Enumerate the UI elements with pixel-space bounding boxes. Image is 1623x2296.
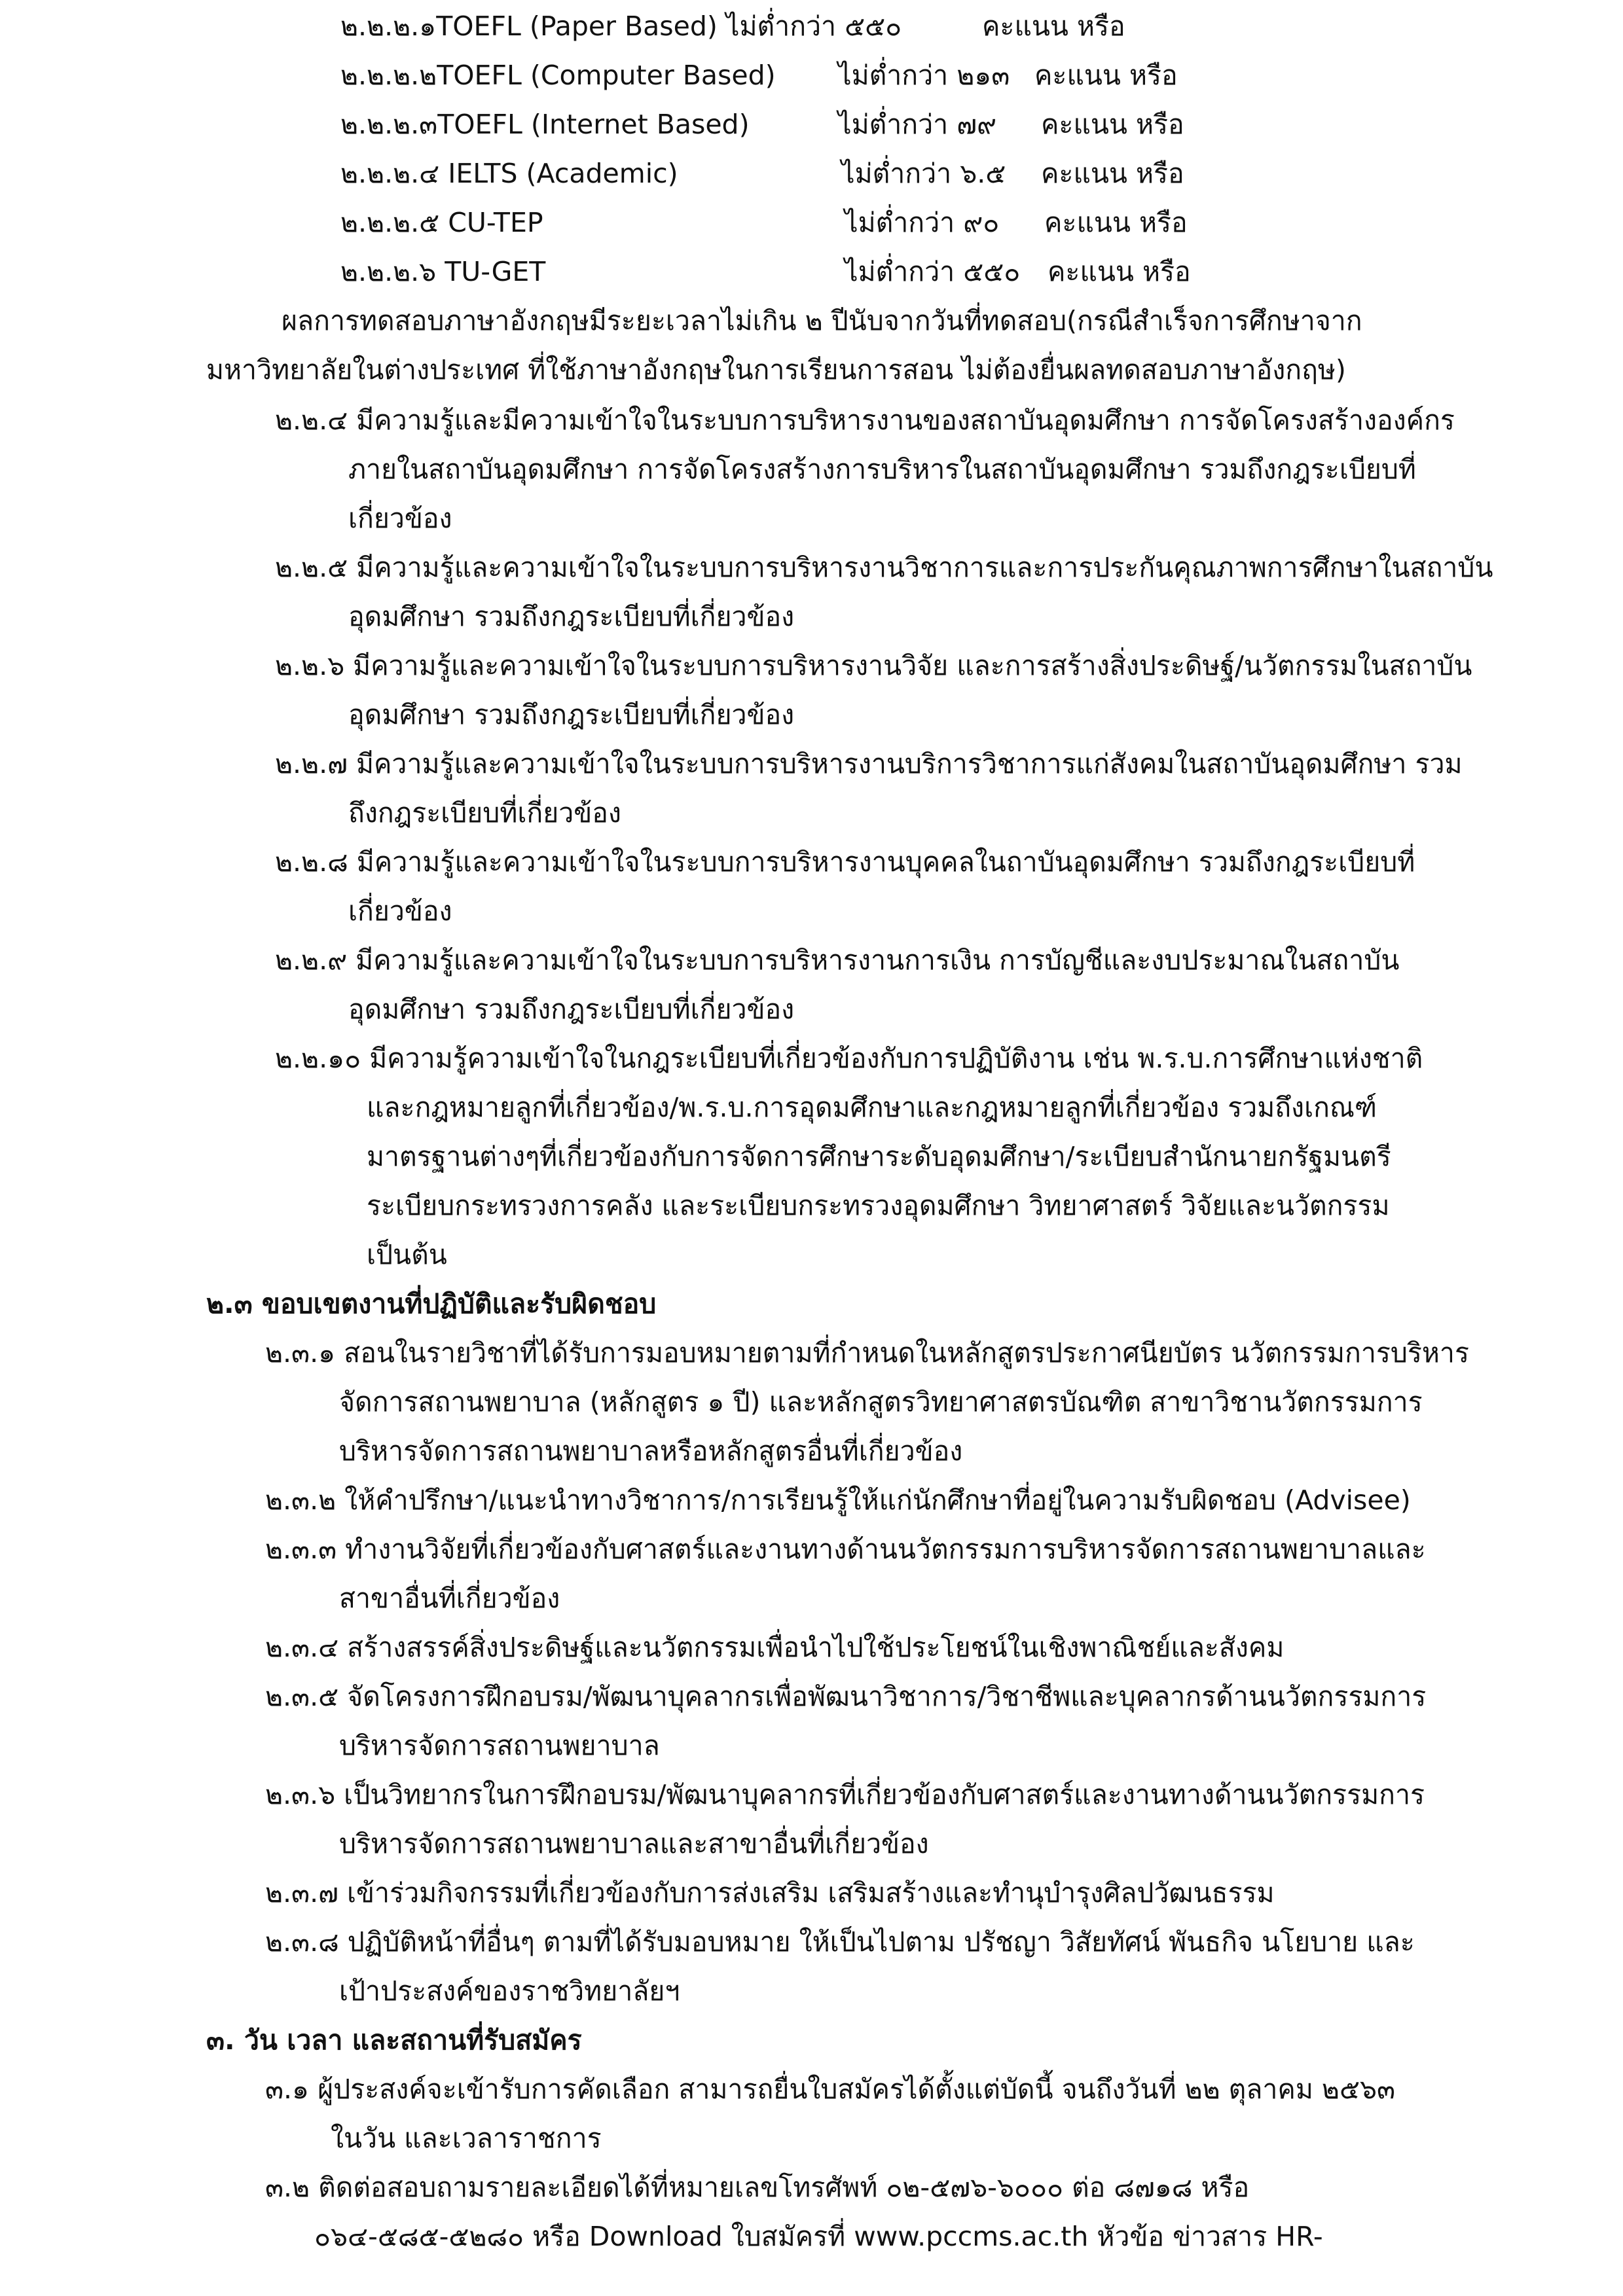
duty-line: จัดการสถานพยาบาล (หลักสูตร ๑ ปี) และหลักสูตรวิทยาศาสตรบัณฑิต สาขาวิชานวัตกรรมการ [339,1386,1423,1418]
section-heading: ๒.๓ ขอบเขตงานที่ปฏิบัติและรับผิดชอบ [206,1288,657,1319]
qualification-line: และกฎหมายลูกที่เกี่ยวข้อง/พ.ร.บ.การอุดมศึกษาและกฎหมายลูกที่เกี่ยวข้อง รวมถึงเกณฑ์ [367,1092,1377,1123]
qualification-line: เป็นต้น [367,1239,447,1270]
qualification-line: เกี่ยวข้อง [348,895,452,927]
duty-line: บริหารจัดการสถานพยาบาล [339,1730,660,1761]
test-unit: คะแนน หรือ [1044,207,1188,238]
test-min: ไม่ต่ำกว่า ๖.๕ [841,158,1006,189]
test-name: ๒.๒.๒.๕ CU-TEP [340,207,543,238]
qualification-line: ภายในสถาบันอุดมศึกษา การจัดโครงสร้างการบริหารในสถาบันอุดมศึกษา รวมถึงกฎระเบียบที่ [348,454,1416,485]
qualification-line: อุดมศึกษา รวมถึงกฎระเบียบที่เกี่ยวข้อง [348,699,795,730]
duty-line: ๒.๓.๔ สร้างสรรค์สิ่งประดิษฐ์และนวัตกรรมเพื่อนำไปใช้ประโยชน์ในเชิงพาณิชย์และสังคม [265,1632,1285,1663]
duty-line: ๒.๓.๕ จัดโครงการฝึกอบรม/พัฒนาบุคลากรเพื่อพัฒนาวิชาการ/วิชาชีพและบุคลากรด้านนวัตกรรมการ [265,1681,1427,1712]
duty-line: ๒.๓.๒ ให้คำปรึกษา/แนะนำทางวิชาการ/การเรียนรู้ให้แก่นักศึกษาที่อยู่ในความรับผิดชอบ (Advisee) [265,1484,1411,1516]
duty-line: เป้าประสงค์ของราชวิทยาลัยฯ [339,1975,680,2007]
test-min: ไม่ต่ำกว่า ๕๕๐ [845,256,1021,287]
application-line: ในวัน และเวลาราชการ [331,2123,602,2154]
test-unit: คะแนน หรือ [1041,158,1184,189]
test-min: ไม่ต่ำกว่า ๙๐ [845,207,1000,238]
application-line: ๐๖๔-๕๘๕-๕๒๘๐ หรือ Download ใบสมัครที่ www.pccms.ac.th หัวข้อ ข่าวสาร HR- [314,2221,1323,2252]
duty-line: ๒.๓.๖ เป็นวิทยากรในการฝึกอบรม/พัฒนาบุคลากรที่เกี่ยวข้องกับศาสตร์และงานทางด้านนวัตกรรมการ [265,1779,1425,1810]
test-unit: คะแนน หรือ [1041,109,1184,140]
english-note-line: ผลการทดสอบภาษาอังกฤษมีระยะเวลาไม่เกิน ๒ ปีนับจากวันที่ทดสอบ(กรณีสำเร็จการศึกษาจาก [282,305,1362,336]
duty-line: บริหารจัดการสถานพยาบาลหรือหลักสูตรอื่นที่เกี่ยวข้อง [339,1435,963,1467]
qualification-line: ระเบียบกระทรวงการคลัง และระเบียบกระทรวงอุดมศึกษา วิทยาศาสตร์ วิจัยและนวัตกรรม [367,1190,1390,1221]
application-line: ๓.๒ ติดต่อสอบถามรายละเอียดได้ที่หมายเลขโทรศัพท์ ๐๒-๕๗๖-๖๐๐๐ ต่อ ๘๗๑๘ หรือ [265,2172,1250,2203]
qualification-line: อุดมศึกษา รวมถึงกฎระเบียบที่เกี่ยวข้อง [348,601,795,632]
application-line: ๓.๑ ผู้ประสงค์จะเข้ารับการคัดเลือก สามารถยื่นใบสมัครได้ตั้งแต่บัดนี้ จนถึงวันที่ ๒๒ ตุลาคม ๒๕๖๓ [265,2073,1396,2105]
qualification-line: ๒.๒.๙ มีความรู้และความเข้าใจในระบบการบริหารงานการเงิน การบัญชีและงบประมาณในสถาบัน [275,944,1400,976]
test-name: ๒.๒.๒.๖ TU-GET [340,256,546,287]
duty-line: ๒.๓.๓ ทำงานวิจัยที่เกี่ยวข้องกับศาสตร์และงานทางด้านนวัตกรรมการบริหารจัดการสถานพยาบาลและ [265,1534,1426,1565]
qualification-line: มาตรฐานต่างๆที่เกี่ยวข้องกับการจัดการศึกษาระดับอุดมศึกษา/ระเบียบสำนักนายกรัฐมนตรี [367,1141,1391,1172]
test-unit: คะแนน หรือ [1034,60,1178,91]
qualification-line: ๒.๒.๑๐ มีความรู้ความเข้าใจในกฎระเบียบที่เกี่ยวข้องกับการปฏิบัติงาน เช่น พ.ร.บ.การศึกษาแห่งชาติ [275,1043,1423,1074]
test-name: ๒.๒.๒.๓TOEFL (Internet Based) [340,109,750,140]
duty-line: ๒.๓.๗ เข้าร่วมกิจกรรมที่เกี่ยวข้องกับการส่งเสริม เสริมสร้างและทำนุบำรุงศิลปวัฒนธรรม [265,1877,1275,1909]
test-unit: คะแนน หรือ [1048,256,1191,287]
qualification-line: ๒.๒.๖ มีความรู้และความเข้าใจในระบบการบริหารงานวิจัย และการสร้างสิ่งประดิษฐ์/นวัตกรรมในสถาบัน [275,650,1472,681]
qualification-line: ๒.๒.๔ มีความรู้และมีความเข้าใจในระบบการบริหารงานของสถาบันอุดมศึกษา การจัดโครงสร้างองค์กร [275,404,1455,436]
test-name: ๒.๒.๒.๑TOEFL (Paper Based) ไม่ต่ำกว่า ๕๕๐ [340,10,902,42]
english-note-line: มหาวิทยาลัยในต่างประเทศ ที่ใช้ภาษาอังกฤษในการเรียนการสอน ไม่ต้องยื่นผลทดสอบภาษาอังกฤษ) [206,354,1346,386]
qualification-line: อุดมศึกษา รวมถึงกฎระเบียบที่เกี่ยวข้อง [348,994,795,1025]
test-name: ๒.๒.๒.๒TOEFL (Computer Based) [340,60,776,91]
qualification-line: ถึงกฎระเบียบที่เกี่ยวข้อง [348,797,621,829]
qualification-line: ๒.๒.๘ มีความรู้และความเข้าใจในระบบการบริหารงานบุคคลในถาบันอุดมศึกษา รวมถึงกฎระเบียบที่ [275,846,1415,878]
qualification-line: เกี่ยวข้อง [348,503,452,534]
test-unit: คะแนน หรือ [982,10,1125,42]
section-heading: ๓. วัน เวลา และสถานที่รับสมัคร [206,2024,582,2056]
duty-line: บริหารจัดการสถานพยาบาลและสาขาอื่นที่เกี่ยวข้อง [339,1828,929,1859]
duty-line: สาขาอื่นที่เกี่ยวข้อง [339,1583,560,1614]
test-min: ไม่ต่ำกว่า ๒๑๓ [838,60,1010,91]
qualification-line: ๒.๒.๕ มีความรู้และความเข้าใจในระบบการบริหารงานวิชาการและการประกันคุณภาพการศึกษาในสถาบัน [275,552,1493,583]
test-min: ไม่ต่ำกว่า ๗๙ [838,109,997,140]
duty-line: ๒.๓.๘ ปฏิบัติหน้าที่อื่นๆ ตามที่ได้รับมอบหมาย ให้เป็นไปตาม ปรัชญา วิสัยทัศน์ พันธกิจ นโยบาย และ [265,1926,1415,1958]
test-name: ๒.๒.๒.๔ IELTS (Academic) [340,158,678,189]
duty-line: ๒.๓.๑ สอนในรายวิชาที่ได้รับการมอบหมายตามที่กำหนดในหลักสูตรประกาศนียบัตร นวัตกรรมการบริหาร [265,1337,1469,1369]
qualification-line: ๒.๒.๗ มีความรู้และความเข้าใจในระบบการบริหารงานบริการวิชาการแก่สังคมในสถาบันอุดมศึกษา รวม [275,748,1463,780]
